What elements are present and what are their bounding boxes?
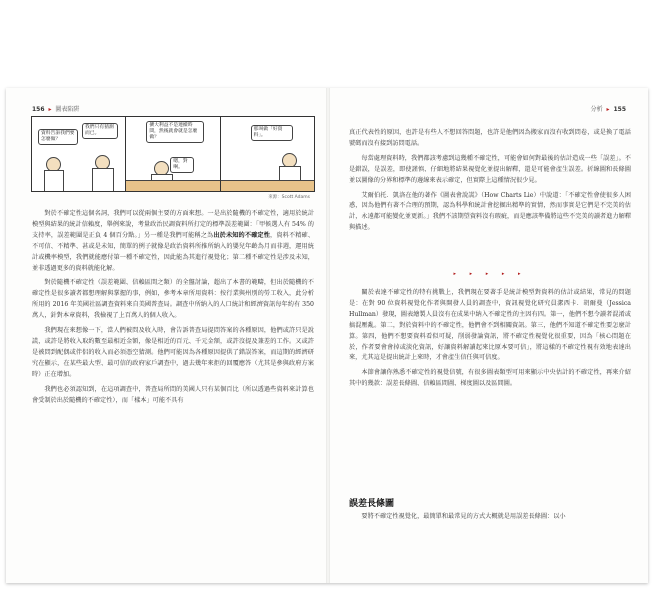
left-running-head [32, 104, 79, 113]
desk [126, 180, 219, 191]
comic-panel-1 [32, 117, 126, 191]
comic-character [90, 155, 114, 191]
body-paragraph: 每當處理資料時，我們都該考慮到這幾種不確定性，可能會如何對最後的估計造成一些「誤差」。不是錯誤，是誤差，即使謹慎、仔細地將結果視覺化並提出解釋，還是可能會產生誤差。折線圖和長條圖並以圖像的分界和標準的邊線來表示確定，但實際上這種情況很少見。 [349, 154, 631, 184]
right-page-body-top [349, 128, 631, 238]
body-paragraph: 本節會讓你熟悉不確定性的視覺信號，有很多圖表類型可用來顯示中央估計的不確定性，再來介紹其中的幾款：誤差長條圖、信賴區間圖、梯度圖以及區間圖。 [349, 369, 631, 388]
right-running-title: 分析 [590, 106, 603, 113]
comic-panel-3 [221, 117, 314, 191]
body-paragraph: 艾爾伯托．凱洛在他的著作《圖表會說謊》（How Charts Lie）中說道：「不確定性會使很多人困惑，因為他們有著不合理的預期，認為科學和統計會挖掘出精準的實情，然而事實是它們是不完美的估計，永遠都可能變化並更新。」我們不該期望資料沒有瑕疵，而是應該準備將這些不完美的讀者進力解釋與描述。 [349, 191, 631, 232]
left-page-number: 156 [32, 106, 45, 113]
speech-bubble: 資料告訴我們要怎麼做？ [38, 129, 78, 145]
speech-bubble: 我們只有猜測而已。 [82, 123, 118, 139]
section-ornament: ▸ ▸ ▸ ▸ ▸ [453, 271, 527, 277]
book-gutter [326, 88, 330, 583]
speech-bubble: 那叫做「好資料」。 [251, 125, 293, 141]
speech-bubble: 嗯，對啊。 [170, 157, 194, 173]
comic-strip [31, 116, 315, 192]
body-paragraph: 真正代表性的原因，也許是有些人不想回答問題，也許是他們因為搬家而沒有收到問卷，或是換了電話號碼而沒有接到訪問電話。 [349, 129, 631, 147]
comic-character [42, 157, 64, 191]
arrow-icon: ▸ [606, 106, 610, 113]
right-running-head [591, 104, 626, 113]
body-paragraph: 對於隨機不確定性（誤差範圍、信賴區間之類）的全盤討論，超出了本書的範疇，但出於隨機的不確定性是很多讀者都想理解與掌握的事，例如，參考本章所用資料：按行業與州別的勞工收入，此分析所用的 2016 年美國社區調查資料來自美國普查局。調查中所納入的人口統計和經濟資訊每年約有 350 萬人，針對本章資料，我檢視了上百萬人的個人收入。 [32, 279, 314, 320]
speech-bubble: 擴大利益不是連續時間，然後就會就是怎麼做？ [146, 121, 204, 143]
right-page-number: 155 [613, 106, 626, 113]
arrow-icon: ▸ [48, 106, 52, 113]
emphasis-term: 出於未知的不確定性 [213, 231, 271, 239]
body-paragraph: 關於表達不確定性的特有挑戰上，我們現在要著手是統計模型對資料的估計或結果，常見的問題是：在對 90 位資料視覺化作者與開發人員的調查中，資訊視覺化研究員潔西卡．胡爾曼（Jessica Hullman）發現，圖表繪製人員沒有在成果中納入不確定性的主因有四。第一，他們不想令讀者混淆或搞混壓亂。第二，對於資料中的不確定性，他們會不到相關資訊。第三，他們不知道不確定性要怎麼計算。第四，他們不想要資料看似可疑，削弱發論資訊，將不確定性視覺化很重要，因為「核心問題在於，作者要會會掉或淡化資訊，好讓資料解讀起來比原本要可信」，將這樣的不確定性視有效地表達出來，尤其這是提出統計上來時，才會產生信任與可信度。 [349, 289, 631, 362]
desk [221, 180, 314, 191]
book-spread [6, 88, 648, 583]
left-page-body [32, 209, 314, 410]
body-paragraph: 要將不確定性視覺化，最簡單和最常見的方式大概就是用誤差長條圖：以小 [361, 513, 566, 520]
body-paragraph: 我們也必須認知到，在這項調查中，普查局所問的美國人只有某個百比（所以透過些資料來計算也會受制於出於隨機的不確定性），而「樣本」可能不具有 [32, 385, 314, 404]
comic-panel-2 [126, 117, 220, 191]
section-heading: 誤差長條圖 [349, 499, 395, 509]
right-page-body-bottom [349, 512, 631, 527]
body-paragraph: 對於不確定性這個名詞，我們可以從兩個主要的方面來想。一是出於隨機的不確定性，適用於統計模型與結果的統計信賴度，舉例來說，考量政治民調資料所打定的標準誤差範圍：「甲候選人有 54% 的支持率，誤差範圍是正負 4 個百分點。」另一種是我們可能稱之為出於未知的不確定性，資料不精確、不可信、不精準、甚或是未知，簡單的例子就像是政治資料所推所納入的嬰兒年齡為月而非週，運用統計或機率模型，我們就能應付第一種不確定性，因此能為其進行視覺化；第二種不確定性是涉及未知，並非透過更多的資料就能化解。 [32, 210, 315, 272]
comic-credit: 來源：Scott Adams [268, 195, 310, 200]
body-paragraph: 我們現在來想像一下，當人們被問及收入時，會告訴普查局提問答案的各種原因，他們或許只是說謊，或許是將收入取約數至最相近金額，像是相近的百元、千元金額，或許沒提及兼差的工作。又或許是被問到配偶或伴侶的收入而必須憑空猜測。他們可能因為各種原因提供了錯誤答案，而這期的經濟研究在顯示，在某些最大型、最可信的政府家戶調查中，過去幾年來拒的回覆應答（尤其是參與政府方案時）正在增加。 [32, 327, 314, 378]
right-page-body-mid [349, 288, 631, 394]
left-running-title: 圖表陷阱 [55, 106, 80, 113]
